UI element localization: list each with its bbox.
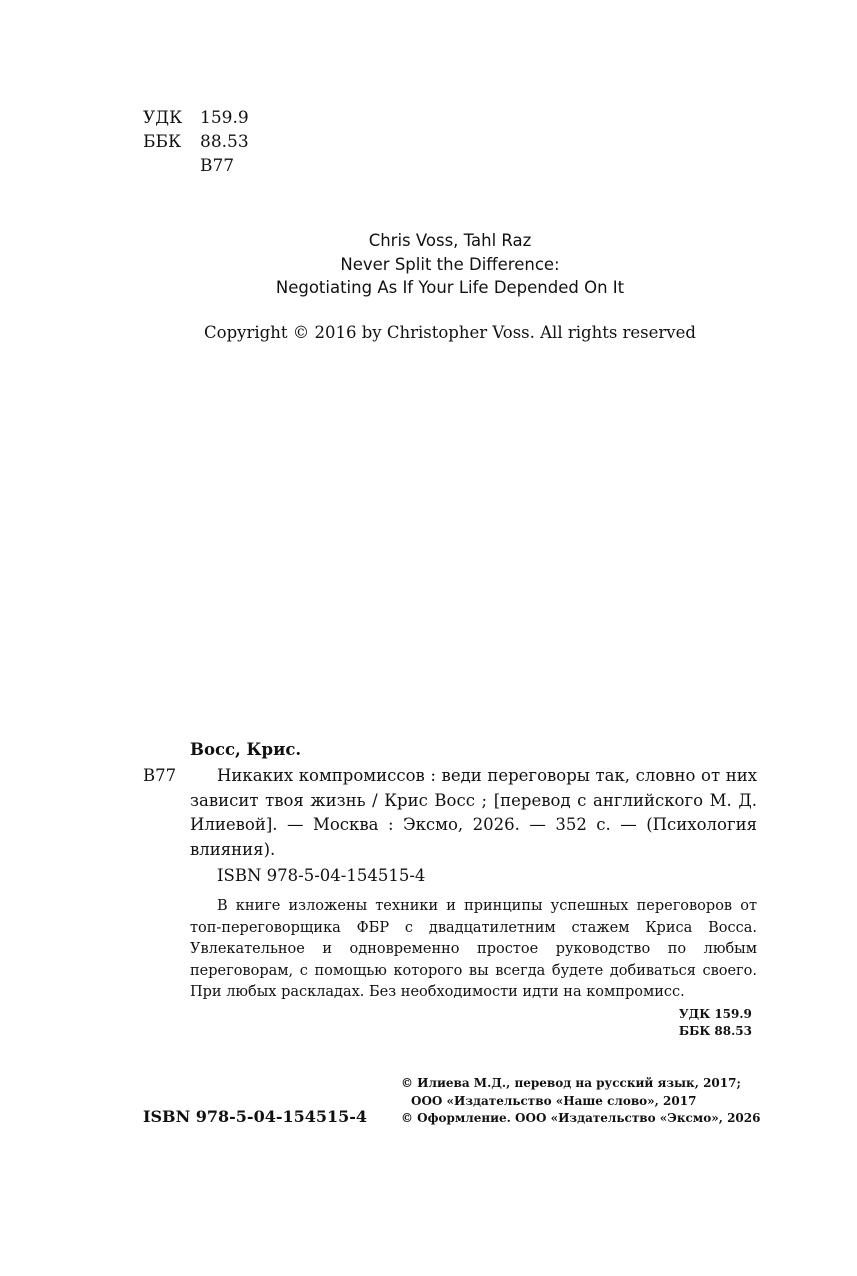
author-mark: В77 xyxy=(200,156,235,176)
udk-label: УДК xyxy=(143,108,183,128)
catalog-description: Никаких компромиссов : веди переговоры так, словно от них зависит твоя жизнь / Крис Восс ; [перевод с английского М. Д. Илиевой]. — Москва : Эксмо, 2026. — 352 с. — (Психология влияния). xyxy=(190,766,757,859)
catalog-udk: УДК 159.9 xyxy=(678,1007,752,1021)
catalog-code: В77 xyxy=(143,766,177,785)
catalog-bbk: ББК 88.53 xyxy=(678,1024,752,1038)
footer-isbn: ISBN 978-5-04-154515-4 xyxy=(143,1107,368,1126)
original-subtitle: Negotiating As If Your Life Depended On It xyxy=(275,278,625,297)
bbk-label: ББК xyxy=(143,132,182,152)
author-mark-row xyxy=(143,154,234,178)
bbk-row xyxy=(143,130,249,154)
catalog-isbn: ISBN 978-5-04-154515-4 xyxy=(217,866,426,885)
udk-value: 159.9 xyxy=(200,108,249,128)
original-title: Never Split the Difference: xyxy=(340,255,560,274)
catalog-small-codes xyxy=(679,1006,752,1040)
original-authors: Chris Voss, Tahl Raz xyxy=(368,231,532,250)
rights-line: © Илиева М.Д., перевод на русский язык, 2017; xyxy=(401,1076,741,1090)
rights-line: © Оформление. ООО «Издательство «Эксмо», 2026 xyxy=(401,1111,761,1125)
udk-row xyxy=(143,106,249,130)
bbk-value: 88.53 xyxy=(200,132,249,152)
rights-block xyxy=(401,1075,760,1128)
original-copyright: Copyright © 2016 by Christopher Voss. All rights reserved xyxy=(204,323,696,342)
rights-line: ООО «Издательство «Наше слово», 2017 xyxy=(411,1093,697,1108)
catalog-annotation: В книге изложены техники и принципы успешных переговоров от топ-переговорщика ФБР с двадцатилетним стажем Криса Восса. Увлекательное и одновременно простое руководство по любым переговорам, с помощью которого вы всегда будете добиваться своего. При любых раскладах. Без необходимости идти на компромисс. xyxy=(190,898,757,1000)
catalog-author-heading: Восс, Крис. xyxy=(190,740,302,759)
